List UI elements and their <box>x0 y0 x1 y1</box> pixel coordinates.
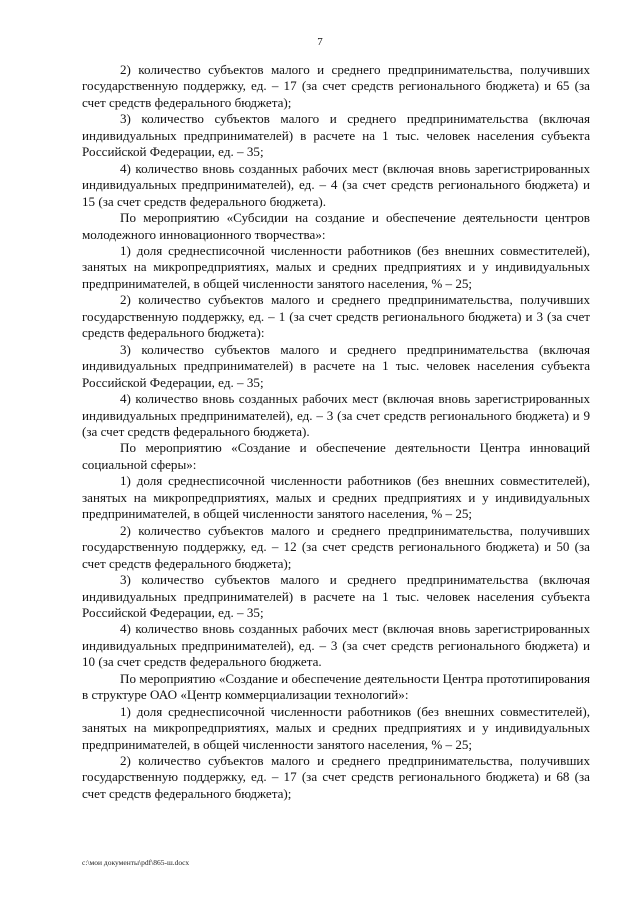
paragraph: 1) доля среднесписочной численности работников (без внешних совместителей), занятых на микропредприятиях, малых и средних предприятиях и у индивидуальных предпринимателей, в общей численности занятого населения, % – 25; <box>82 242 590 291</box>
page-number: 7 <box>317 36 323 48</box>
paragraph: 4) количество вновь созданных рабочих мест (включая вновь зарегистрированных индивидуальных предпринимателей), ед. – 4 (за счет средств регионального бюджета) и 15 (за счет средств федерального бюджета). <box>82 160 590 209</box>
paragraph: По мероприятию «Создание и обеспечение деятельности Центра инноваций социальной сферы»: <box>82 440 590 472</box>
paragraph: 2) количество субъектов малого и среднего предпринимательства, получивших государственную поддержку, ед. – 17 (за счет средств регионального бюджета) и 65 (за счет средств федерального бюджета); <box>82 62 590 110</box>
paragraph: 3) количество субъектов малого и среднего предпринимательства (включая индивидуальных предпринимателей) в расчете на 1 тыс. человек населения субъекта Российской Федерации, ед. – 35; <box>82 341 590 390</box>
paragraph: 1) доля среднесписочной численности работников (без внешних совместителей), занятых на микропредприятиях, малых и средних предприятиях и у индивидуальных предпринимателей, в общей численности занятого населения, % – 25; <box>82 703 590 752</box>
paragraph: 4) количество вновь созданных рабочих мест (включая вновь зарегистрированных индивидуальных предпринимателей), ед. – 3 (за счет средств регионального бюджета) и 10 (за счет средств федерального бюджета. <box>82 621 590 670</box>
paragraph: По мероприятию «Создание и обеспечение деятельности Центра прототипирования в структуре ОАО «Центр коммерциализации технологий»: <box>82 670 590 703</box>
paragraph: 2) количество субъектов малого и среднего предпринимательства, получивших государственную поддержку, ед. – 1 (за счет средств регионального бюджета) и 3 (за счет средств федерального бюджета): <box>82 292 590 341</box>
paragraph: По мероприятию «Субсидии на создание и обеспечение деятельности центров молодежного инновационного творчества»: <box>82 210 590 242</box>
paragraph: 2) количество субъектов малого и среднего предпринимательства, получивших государственную поддержку, ед. – 17 (за счет средств регионального бюджета) и 68 (за счет средств федерального бюджета); <box>82 753 590 801</box>
paragraph: 2) количество субъектов малого и среднего предпринимательства, получивших государственную поддержку, ед. – 12 (за счет средств регионального бюджета) и 50 (за счет средств федерального бюджета); <box>82 522 590 571</box>
paragraph: 3) количество субъектов малого и среднего предпринимательства (включая индивидуальных предпринимателей) в расчете на 1 тыс. человек населения субъекта Российской Федерации, ед. – 35; <box>82 572 590 620</box>
paragraph: 3) количество субъектов малого и среднего предпринимательства (включая индивидуальных предпринимателей) в расчете на 1 тыс. человек населения субъекта Российской Федерации, ед. – 35; <box>82 111 590 160</box>
file-path-footer: c:\мои документы\pdf\865-ш.docx <box>82 858 190 867</box>
paragraph: 4) количество вновь созданных рабочих мест (включая вновь зарегистрированных индивидуальных предпринимателей), ед. – 3 (за счет средств регионального бюджета) и 9 (за счет средств федерального бюджета). <box>82 391 590 439</box>
document-body <box>82 62 590 802</box>
paragraph: 1) доля среднесписочной численности работников (без внешних совместителей), занятых на микропредприятиях, малых и средних предприятиях и у индивидуальных предпринимателей, в общей численности занятого населения, % – 25; <box>82 473 590 522</box>
